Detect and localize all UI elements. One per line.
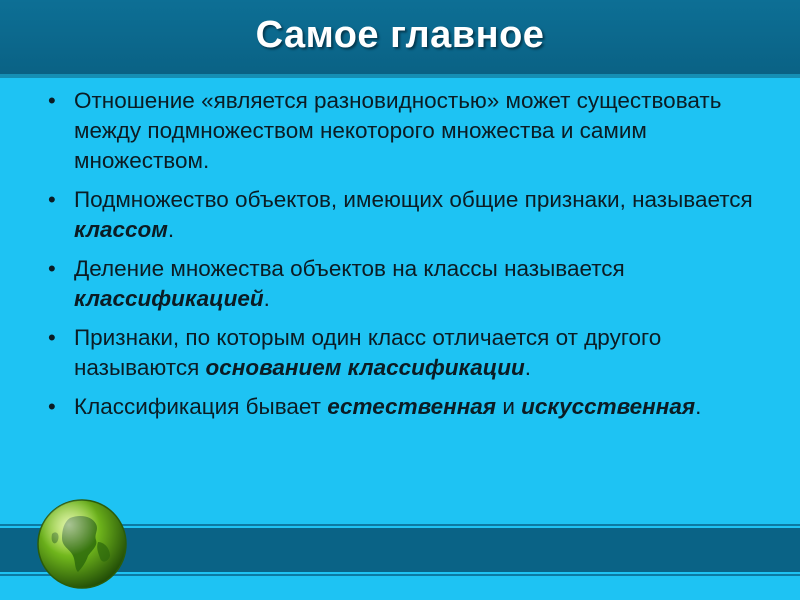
bullet-marker: • [48, 325, 56, 350]
emphasized-term: классификацией [74, 286, 264, 311]
emphasized-term: классом [74, 217, 168, 242]
bullet-item [44, 185, 774, 245]
bullet-item [44, 323, 774, 383]
bullet-marker: • [48, 187, 56, 212]
bullet-marker: • [48, 394, 56, 419]
bullet-text: и [496, 394, 522, 419]
bullet-text: . [263, 286, 270, 311]
bullet-text: . [167, 217, 175, 242]
emphasized-term: естественная [327, 394, 497, 419]
title-divider [0, 74, 800, 78]
bullet-text: . [524, 355, 532, 380]
bullet-text: Классификация бывает [74, 394, 328, 419]
emphasized-term: основанием классификации [205, 355, 525, 380]
bullet-text: Отношение «является разновидностью» может существовать между подмножеством некоторого множества и самим множеством. [74, 88, 722, 173]
globe-icon [36, 498, 128, 590]
emphasized-term: искусственная [521, 394, 696, 419]
bullet-text: Признаки, по которым один класс отличается от другого называются [74, 325, 662, 380]
bullet-text: Деление множества объектов на классы называется [74, 256, 625, 281]
bullet-list [44, 86, 774, 431]
bullet-text: . [695, 394, 702, 419]
bullet-marker: • [48, 88, 56, 113]
bullet-item [44, 86, 774, 176]
slide-title: Самое главное [255, 14, 545, 56]
bullet-item [44, 254, 774, 314]
bullet-text: Подмножество объектов, имеющих общие признаки, называется [74, 187, 753, 212]
bullet-marker: • [48, 256, 56, 281]
bullet-item [44, 392, 774, 422]
